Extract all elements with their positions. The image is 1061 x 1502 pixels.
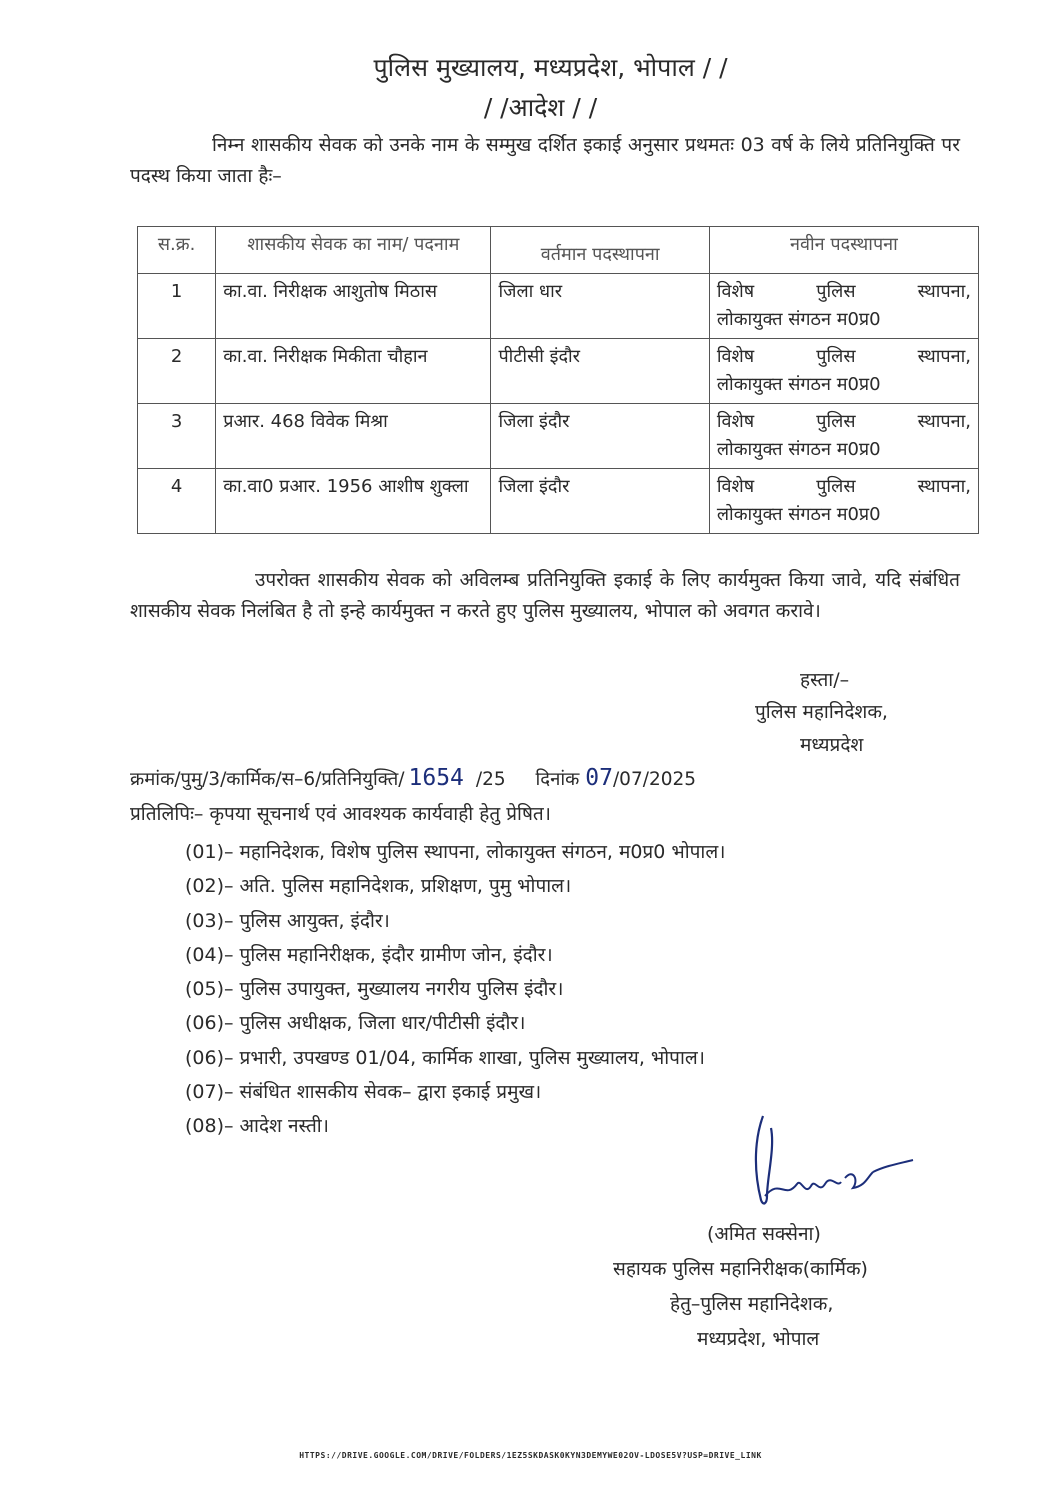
list-item: (06)– पुलिस अधीक्षक, जिला धार/पीटीसी इंदौर। — [185, 1012, 526, 1035]
body-text: उपरोक्त शासकीय सेवक को अविलम्ब प्रतिनियुक्ति इकाई के लिए कार्यमुक्त किया जावे, यदि संबंधित शासकीय सेवक निलंबित है तो इन्हे कार्यमुक्त न करते हुए पुलिस मुख्यालय, भोपाल को अवगत करावे। — [130, 569, 960, 622]
list-item: (07)– संबंधित शासकीय सेवक– द्वारा इकाई प्रमुख। — [185, 1081, 542, 1104]
table-row — [138, 339, 979, 404]
row-new-line2: लोकायुक्त संगठन म0प्र0 — [716, 309, 881, 330]
list-item: (01)– महानिदेशक, विशेष पुलिस स्थापना, लोकायुक्त संगठन, म0प्र0 भोपाल। — [185, 841, 726, 863]
officer-place: मध्यप्रदेश, भोपाल — [697, 1328, 820, 1350]
table-header-row — [138, 227, 979, 274]
row-new-line1: विशेष पुलिस स्थापना, — [716, 346, 971, 367]
row-sno: 1 — [138, 274, 216, 339]
intro-paragraph — [130, 130, 960, 192]
office-title: पुलिस मुख्यालय, मध्यप्रदेश, भोपाल / / — [373, 53, 728, 82]
posting-table — [137, 226, 979, 534]
row-sno: 2 — [138, 339, 216, 404]
row-sno: 3 — [138, 404, 216, 469]
list-item: (06)– प्रभारी, उपखण्ड 01/04, कार्मिक शाखा, पुलिस मुख्यालय, भोपाल। — [185, 1046, 705, 1069]
list-item: (08)– आदेश नस्ती। — [185, 1115, 329, 1138]
row-current: जिला इंदौर — [491, 469, 709, 534]
list-item: (05)– पुलिस उपायुक्त, मुख्यालय नगरीय पुलिस इंदौर। — [185, 978, 564, 1001]
handwritten-signature — [745, 1108, 925, 1218]
list-item: (02)– अति. पुलिस महानिदेशक, प्रशिक्षण, पुमु भोपाल। — [185, 875, 572, 898]
row-new-line2: लोकायुक्त संगठन म0प्र0 — [716, 374, 881, 395]
row-current: जिला इंदौर — [491, 404, 709, 469]
officer-on-behalf: हेतु–पुलिस महानिदेशक, — [670, 1293, 834, 1315]
date-day: 07 — [585, 765, 613, 791]
table-row — [138, 404, 979, 469]
order-title: / /आदेश / / — [483, 93, 598, 122]
copy-list — [185, 835, 725, 1144]
drive-link[interactable]: HTTPS://DRIVE.GOOGLE.COM/DRIVE/FOLDERS/1EZ5SKDASK0KYN3DEMYWE02OV-LDOSE5V?USP=DRIVE_LINK — [299, 1451, 762, 1460]
row-new-line1: विशेष पुलिस स्थापना, — [716, 476, 971, 497]
date-rest: /07/2025 — [612, 769, 697, 790]
header-sno: स.क्र. — [138, 227, 216, 274]
row-name: का.वा. निरीक्षक मिकीता चौहान — [216, 339, 491, 404]
header-current: वर्तमान पदस्थापना — [491, 227, 709, 274]
intro-text: निम्न शासकीय सेवक को उनके नाम के सम्मुख दर्शित इकाई अनुसार प्रथमतः 03 वर्ष के लिये प्रतिनियुक्ति पर पदस्थ किया जाता हैः– — [130, 134, 960, 187]
reference-number: 1654 — [408, 765, 464, 791]
row-name: का.वा. निरीक्षक आशुतोष मिठास — [216, 274, 491, 339]
officer-name: (अमित सक्सेना) — [707, 1223, 821, 1245]
date-label: दिनांक — [535, 769, 580, 790]
reference-prefix: क्रमांक/पुमु/3/कार्मिक/स–6/प्रतिनियुक्ति/ — [130, 769, 405, 790]
row-new — [709, 469, 978, 534]
signatory-state: मध्यप्रदेश — [800, 734, 864, 756]
body-paragraph — [130, 565, 960, 627]
signed-by-note: हस्ता/– — [800, 669, 850, 691]
row-new-line1: विशेष पुलिस स्थापना, — [716, 281, 971, 302]
header-name: शासकीय सेवक का नाम/ पदनाम — [216, 227, 491, 274]
row-current: पीटीसी इंदौर — [491, 339, 709, 404]
reference-line — [130, 765, 960, 791]
signatory-designation: पुलिस महानिदेशक, — [755, 701, 888, 723]
row-new — [709, 274, 978, 339]
copy-heading: प्रतिलिपिः– कृपया सूचनार्थ एवं आवश्यक कार्यवाही हेतु प्रेषित। — [130, 803, 551, 825]
row-new — [709, 404, 978, 469]
row-current: जिला धार — [491, 274, 709, 339]
row-name: का.वा0 प्रआर. 1956 आशीष शुक्ला — [216, 469, 491, 534]
officer-designation: सहायक पुलिस महानिरीक्षक(कार्मिक) — [613, 1258, 868, 1280]
row-new-line1: विशेष पुलिस स्थापना, — [716, 411, 971, 432]
list-item: (03)– पुलिस आयुक्त, इंदौर। — [185, 909, 390, 932]
row-new — [709, 339, 978, 404]
reference-suffix: /25 — [475, 769, 506, 790]
row-new-line2: लोकायुक्त संगठन म0प्र0 — [716, 504, 881, 525]
table-row — [138, 274, 979, 339]
table-row — [138, 469, 979, 534]
list-item: (04)– पुलिस महानिरीक्षक, इंदौर ग्रामीण जोन, इंदौर। — [185, 943, 553, 966]
header-new: नवीन पदस्थापना — [709, 227, 978, 274]
row-new-line2: लोकायुक्त संगठन म0प्र0 — [716, 439, 881, 460]
row-name: प्रआर. 468 विवेक मिश्रा — [216, 404, 491, 469]
row-sno: 4 — [138, 469, 216, 534]
